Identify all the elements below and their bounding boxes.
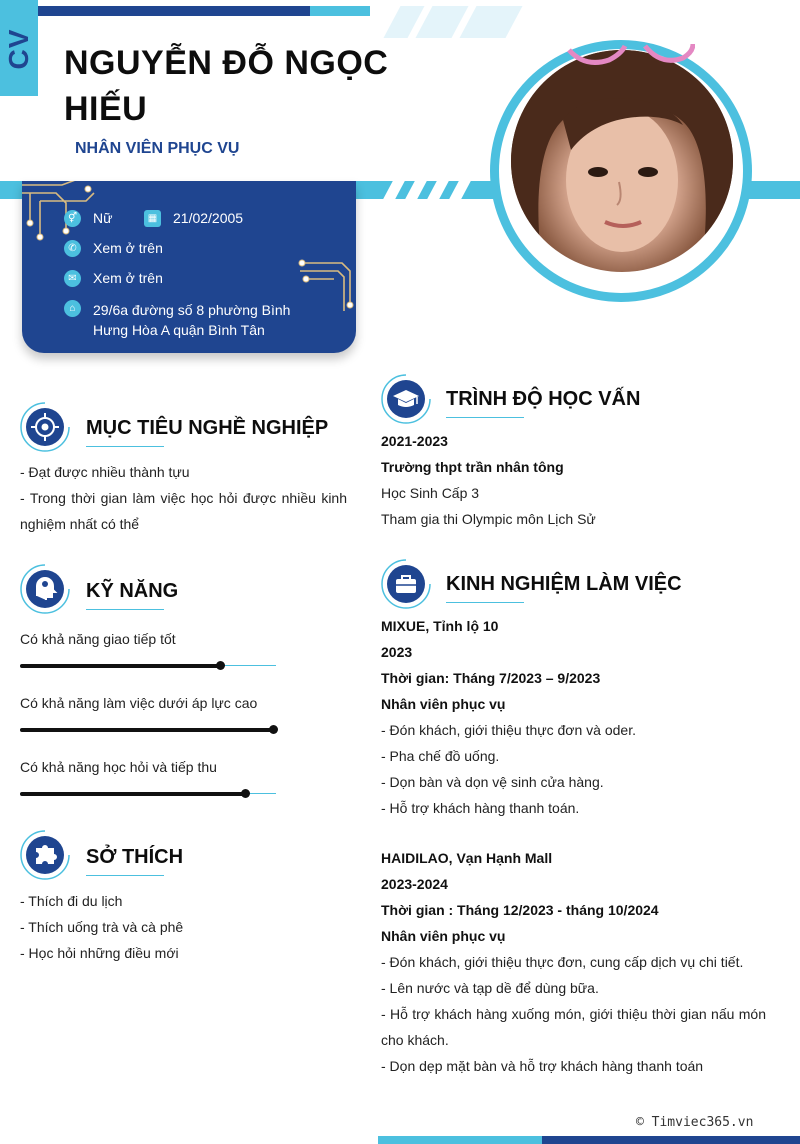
target-icon [20,402,70,452]
job-year: 2023 [381,644,413,660]
address-row [64,300,290,340]
phone-icon: ✆ [64,240,81,257]
education-level: Học Sinh Cấp 3 [381,485,480,501]
hobbies-list [20,888,183,966]
job-duty: - Lên nước và tạp dề để dùng bữa. [381,980,599,996]
email-value: Xem ở trên [93,270,163,286]
birthday-value: 21/02/2005 [173,210,244,226]
candidate-name [64,40,444,132]
job-time: Thời gian: Tháng 7/2023 – 9/2023 [381,670,601,686]
job-year: 2023-2024 [381,876,448,892]
hobbies-title: SỞ THÍCH [86,846,184,868]
birthday-row [144,210,243,227]
circuit-decoration [298,257,358,313]
phone-value: Xem ở trên [93,240,163,256]
contact-card [22,181,356,353]
job-duty: - Đón khách, giới thiệu thực đơn và oder. [381,722,636,738]
hobby-item: - Thích đi du lịch [20,893,123,909]
job-company: MIXUE, Tỉnh lộ 10 [381,618,499,634]
job-duty: - Đón khách, giới thiệu thực đơn, cung cấp dịch vụ chi tiết. [381,954,744,970]
section-underline [446,602,524,603]
gender-icon: ⚥ [64,210,81,227]
section-underline [86,446,164,447]
portrait-image [511,50,733,272]
email-icon: ✉ [64,270,81,287]
email-row [64,270,163,287]
skill-label: Có khả năng làm việc dưới áp lực cao [20,695,258,711]
bottom-accent-bar [542,1136,800,1144]
sunglasses-decoration [565,40,695,70]
address-value: 29/6a đường số 8 phường Bình Hưng Hòa A quận Bình Tân [93,302,291,338]
skill-level-bar [20,728,273,732]
education-period: 2021-2023 [381,433,448,449]
job-position: NHÂN VIÊN PHỤC VỤ [75,140,240,157]
section-underline [446,417,524,418]
job-time: Thời gian : Tháng 12/2023 - tháng 10/2024 [381,902,659,918]
section-underline [86,875,164,876]
job-company: HAIDILAO, Vạn Hạnh Mall [381,850,553,866]
skill-level-bar [20,792,245,796]
education-school: Trường thpt trần nhân tông [381,459,564,475]
skill-level-dot [241,789,250,798]
skill-label: Có khả năng giao tiếp tốt [20,631,176,647]
education-title: TRÌNH ĐỘ HỌC VẤN [446,388,641,410]
job-duty: cho khách. [381,1032,449,1048]
education-details [381,428,596,532]
skill-level-dot [216,661,225,670]
skills-title: KỸ NĂNG [86,580,179,602]
bottom-accent-bar-light [378,1136,542,1144]
job-role: Nhân viên phục vụ [381,696,506,712]
avatar [511,50,733,272]
decor-stripe [459,6,522,38]
name-line-2: HIẾU [64,90,148,128]
name-line-1: NGUYỄN ĐỖ NGỌC [64,44,389,82]
job-duty: - Dọn bàn và dọn vệ sinh cửa hàng. [381,774,604,790]
job-duty: - Dọn dẹp mặt bàn và hỗ trợ khách hàng thanh toán [381,1058,704,1074]
brain-icon [20,564,70,614]
skill-label: Có khả năng học hỏi và tiếp thu [20,759,217,775]
job-duty: - Hỗ trợ khách hàng xuống món, giới thiệu thời gian nấu món [381,1006,766,1022]
graduation-cap-icon [381,374,431,424]
briefcase-icon [381,559,431,609]
job-duty: - Hỗ trợ khách hàng thanh toán. [381,800,580,816]
top-accent-bar-light [310,6,370,16]
experience-title: KINH NGHIỆM LÀM VIỆC [446,573,682,595]
top-accent-bar [38,6,310,16]
hobby-item: - Thích uống trà và cà phê [20,919,184,935]
job-role: Nhân viên phục vụ [381,928,506,944]
job-entry [381,845,766,1079]
skill-level-bar [20,664,220,668]
watermark: © Timviec365.vn [636,1115,754,1130]
job-entry [381,613,766,821]
calendar-icon: ▦ [144,210,161,227]
gender-value: Nữ [93,210,113,226]
job-duty: - Pha chế đồ uống. [381,748,500,764]
cv-label: CV [3,28,34,70]
objective-text: - Đạt được nhiều thành tựu - Trong thời gian làm việc học hỏi được nhiều kinh nghiệm nhất có thể [20,464,347,532]
phone-row [64,240,163,257]
section-underline [86,609,164,610]
skill-level-dot [269,725,278,734]
puzzle-icon [20,830,70,880]
education-activity: Tham gia thi Olympic môn Lịch Sử [381,511,596,527]
hobby-item: - Học hỏi những điều mới [20,945,179,961]
gender-row [64,210,112,227]
objective-title: MỤC TIÊU NGHỀ NGHIỆP [86,417,329,439]
home-icon: ⌂ [64,300,81,317]
